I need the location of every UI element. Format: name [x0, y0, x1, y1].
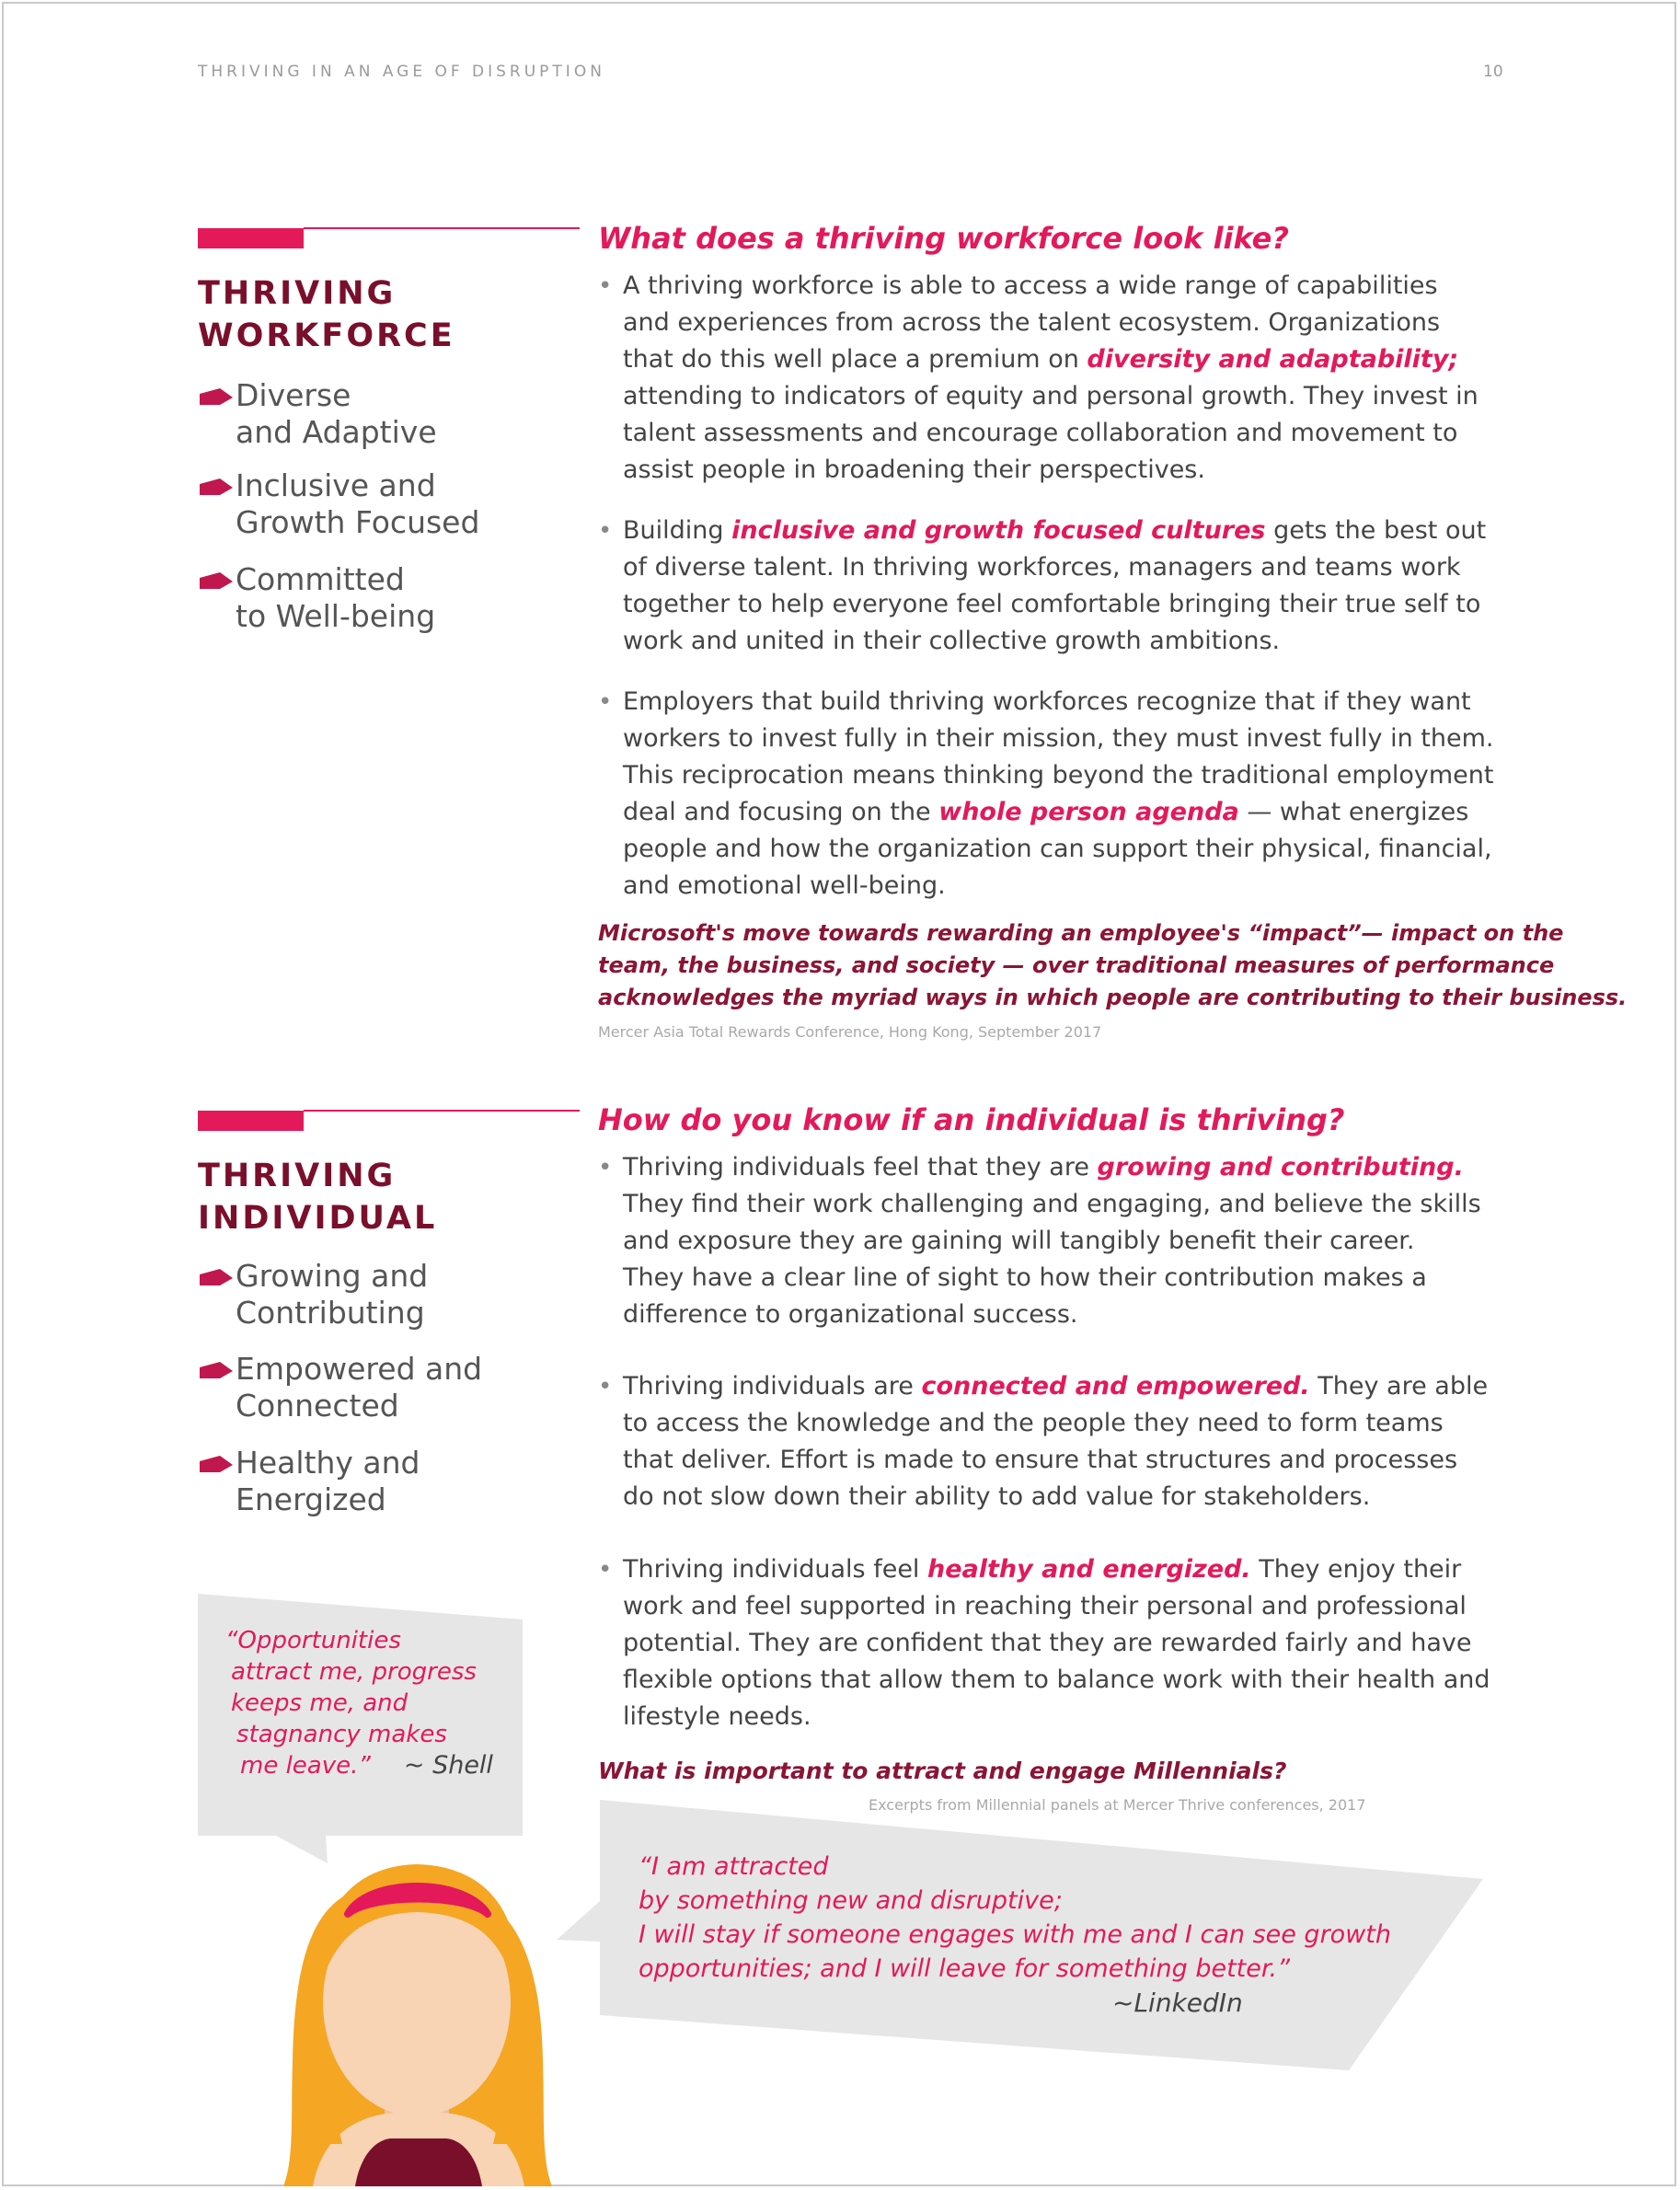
millennials-question: What is important to attract and engage Millennials?: [598, 1758, 1287, 1784]
page-number: 10: [1483, 63, 1503, 81]
linkedin-quote-text: “I am attracted by something new and disruptive; I will stay if someone engages with me and I can see growth opportunities; and I will leave for something better.” ~LinkedIn: [639, 1852, 1391, 2018]
individual-item-healthy: Healthy and Energized: [198, 1445, 584, 1518]
millennials-source: Excerpts from Millennial panels at Mercer Thrive conferences, 2017: [869, 1796, 1366, 1814]
question-workforce: What does a thriving workforce look like?: [598, 221, 1289, 256]
shell-author: ~ Shell: [403, 1751, 493, 1780]
question-individual: How do you know if an individual is thriving?: [598, 1102, 1345, 1137]
individual-bullet-2: • Thriving individuals are connected and empowered. They are able to access the knowledge and the people they need to form teams that deliver. Effort is made to ensure that structures and processes do not slow down their ability to add value for stakeholders.: [598, 1372, 1489, 1511]
individual-bullet-3: • Thriving individuals feel healthy and energized. They enjoy their work and feel supported in reaching their personal and professional potential. They are confident that they are rewarded fairly and have flexible options that allow them to balance work with their health and lifestyle needs.: [598, 1555, 1490, 1731]
section-title-workforce: THRIVING WORKFORCE: [198, 275, 455, 354]
microsoft-source: Mercer Asia Total Rewards Conference, Hong Kong, September 2017: [598, 1023, 1102, 1041]
individual-item-empowered: Empowered and Connected: [198, 1351, 584, 1424]
workforce-item-wellbeing: Committed to Well-being: [198, 561, 584, 635]
woman-avatar-illustration: [283, 1864, 552, 2186]
workforce-bullet-2: • Building inclusive and growth focused cultures gets the best out of diverse talent. In thriving workforces, managers and teams work together to help everyone feel comfortable bringing their true self to work and united in their collective growth ambitions.: [598, 516, 1487, 655]
individual-item-growing: Growing and Contributing: [198, 1258, 584, 1331]
section-title-individual: THRIVING INDIVIDUAL: [198, 1158, 438, 1237]
microsoft-quote: Microsoft's move towards rewarding an employee's “impact”— impact on the team, the business, and society — over traditional measures of performance acknowledges the myriad ways in which people are contributing to their business.: [598, 920, 1628, 1010]
running-header: THRIVING IN AN AGE OF DISRUPTION: [198, 63, 605, 81]
workforce-bullet-3: • Employers that build thriving workforces recognize that if they want workers to invest fully in their mission, they must invest fully in them. This reciprocation means thinking beyond the traditional employment deal and focusing on the whole person agenda — what energizes people and how the organization can support their physical, financial, and emotional well-being.: [598, 687, 1494, 900]
workforce-item-inclusive: Inclusive and Growth Focused: [198, 467, 584, 541]
workforce-item-diverse: Diverse and Adaptive: [198, 377, 584, 451]
individual-bullet-1: • Thriving individuals feel that they are growing and contributing. They find their work challenging and engaging, and believe the skills and exposure they are gaining will tangibly benefit their career. They have a clear line of sight to how their contribution makes a difference to organizational success.: [598, 1153, 1481, 1329]
shell-quote-text: “Opportunities attract me, progress keeps me, and stagnancy makes me leave.” ~ Shell: [225, 1627, 493, 1780]
workforce-bullet-1: • A thriving workforce is able to access a wide range of capabilities and experiences from across the talent ecosystem. Organizations that do this well place a premium on diversity and adaptability; attending to indicators of equity and personal growth. They invest in talent assessments and encourage collaboration and movement to assist people in broadening their perspectives.: [598, 271, 1479, 484]
linkedin-author: ~LinkedIn: [1112, 1988, 1243, 2018]
